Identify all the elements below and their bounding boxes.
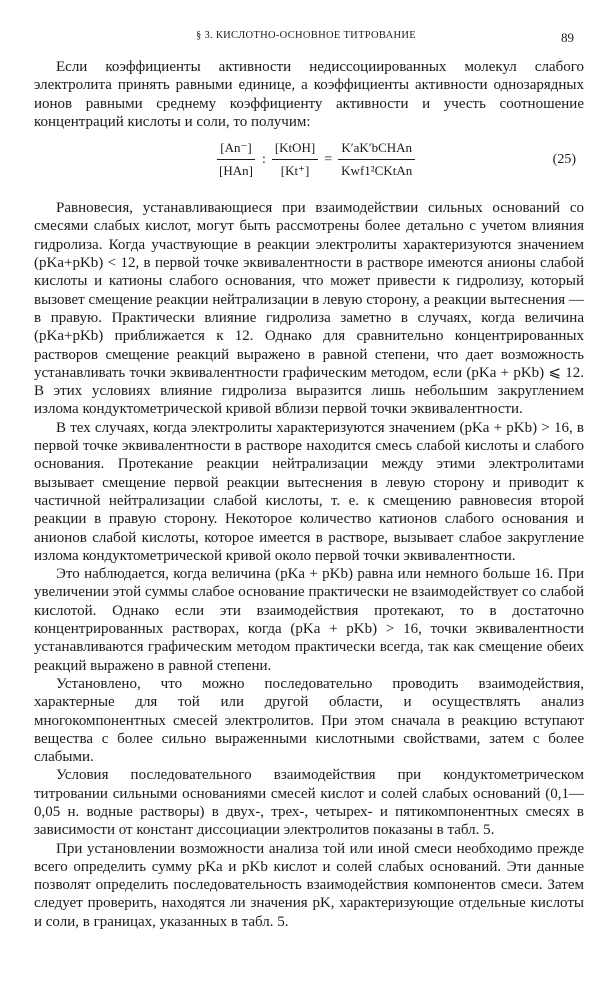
paragraph-6: Условия последовательного взаимодействия при кондуктометрическом титровании сильными основаниями смесей кислот и солей слабых оснований (0,1—0,05 н. водные растворы) в двух-, трех-, четырех- и пятикомпонентных смесях в зависимости от констант диссоциации электролитов показаны в табл. 5. (34, 767, 584, 839)
paragraph-5: Установлено, что можно последовательно проводить взаимодействия, характерные для той или другой области, и осуществлять анализ многокомпонентных смесей электролитов. При этом сначала в реакцию вступают вещества с более сильно выраженными кислотными свойствами, затем с более слабыми. (34, 675, 584, 766)
equation-number: (25) (552, 152, 576, 168)
fraction-denominator: [HAn] (219, 163, 253, 179)
fraction-denominator: Kwf1²CKtAn (341, 163, 413, 179)
fraction-numerator: [KtOH] (272, 139, 318, 160)
fraction-denominator: [Kt⁺] (280, 163, 310, 179)
running-head: § 3. КИСЛОТНО-ОСНОВНОЕ ТИТРОВАНИЕ (196, 30, 416, 41)
paragraph-4: Это наблюдается, когда величина (pKa + pKb) равна или немного больше 16. При увеличении этой суммы слабое основание практически не взаимодействует со слабой кислотой. Однако если эти взаимодействия протекают, то в достаточно концентрированных растворах, когда (pKa + pKb) > 16, точки эквивалентности устанавливаются графическим методом практически всегда, так как смещение обеих реакций выражено в равной степени. (34, 566, 584, 674)
colon-operator: : (261, 151, 266, 167)
fraction-numerator: [An⁻] (217, 139, 254, 160)
page-body (34, 58, 584, 931)
equals-operator: = (324, 151, 333, 167)
fraction-numerator: K′aK′bCHAn (338, 139, 415, 160)
equation-25 (34, 135, 584, 193)
paragraph-7: При установлении возможности анализа той или иной смеси необходимо прежде всего определить сумму pKa и pKb кислот и солей слабых оснований. Эти данные позволят определить последовательность взаимодействия компонентов смеси. Затем следует проверить, находятся ли значения pK, характеризующие отдельные кислоты и соли, в границах, указанных в табл. 5. (34, 840, 584, 930)
formula (214, 139, 417, 181)
page-number: 89 (561, 30, 574, 45)
fraction-cation-ratio (272, 139, 318, 181)
paragraph-3: В тех случаях, когда электролиты характеризуются значением (pKa + pKb) > 16, в первой точке эквивалентности в растворе находится смесь слабой кислоты и слабого основания. Протекание реакции нейтрализации между этими электролитами вызывает смещение первой реакции вытеснения в левую сторону и приводит к частичной нейтрализации слабой кислоты, т. е. к смещению равновесия второй реакции в правую сторону. Некоторое количество катионов слабого основания и анионов слабой кислоты, которое имеется в растворе, вызывает слабое закругление излома кондуктометрической кривой около первой точки эквивалентности. (34, 419, 584, 564)
fraction-constants (338, 139, 415, 181)
fraction-anion-ratio (216, 139, 256, 181)
paragraph-2: Равновесия, устанавливающиеся при взаимодействии сильных оснований со смесями слабых кислот, могут быть рассмотрены более детально с учетом влияния гидролиза. Когда участвующие в реакции электролиты характеризуются значением (pKa+pKb) < 12, в первой точке эквивалентности в растворе имеются анионы слабой кислоты и катионы слабого основания, что может привести к гидролизу, который вызовет смещение реакции нейтрализации в левую сторону, а реакции вытеснения — в правую. Практически влияние гидролиза заметно в случаях, когда величина (pKa+pKb) приближается к 12. Однако для сравнительно концентрированных растворов смещение реакций выражено в равной степени, что дает возможность устанавливать точки эквивалентности графическим методом, если (pKa + pKb) ⩽ 12. В этих условиях влияние гидролиза выразится лишь небольшим закруглением излома кондуктометрической кривой вблизи первой точки эквивалентности. (34, 200, 584, 418)
paragraph-1: Если коэффициенты активности недиссоциированных молекул слабого электролита принять равными единице, а коэффициенты активности однозарядных ионов равными среднему коэффициенту активности и учесть соотношение концентраций кислоты и соли, то получим: (34, 59, 584, 130)
